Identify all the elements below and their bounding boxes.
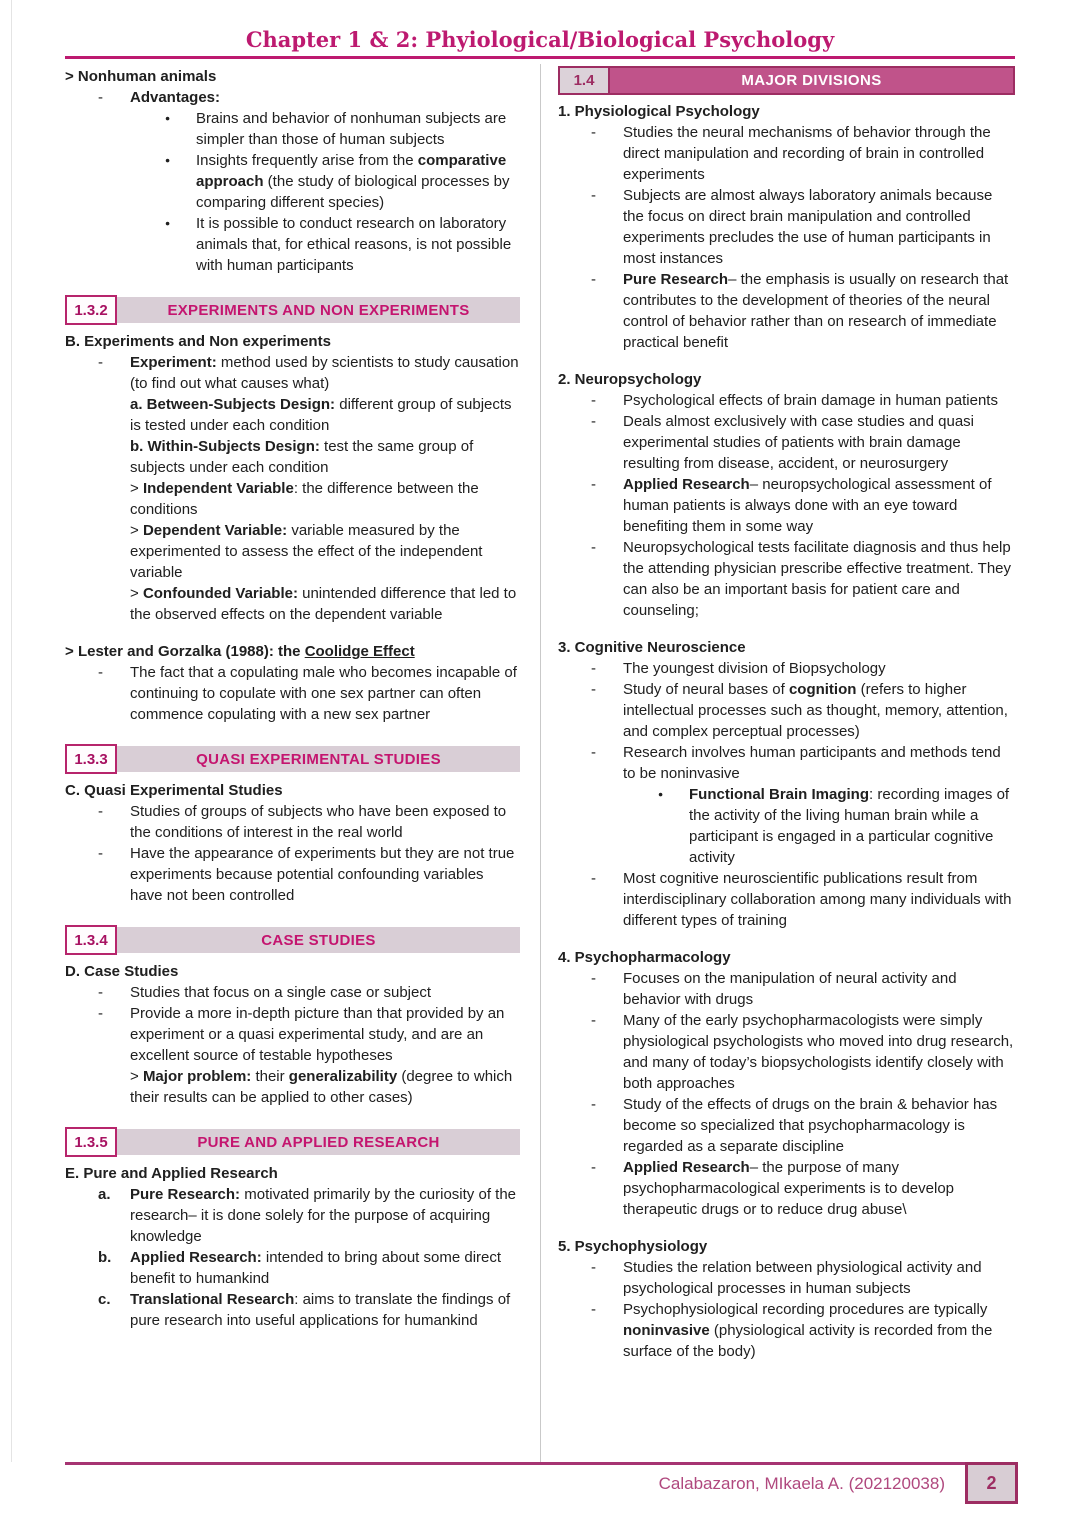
- page-margin-line: [11, 0, 12, 1462]
- section-header: [558, 66, 1015, 95]
- list-marker: -: [591, 271, 596, 288]
- list-item-text: Functional Brain Imaging: recording images of the activity of the living human brain while a participant is engaged in a particular cognitive activity: [689, 786, 1010, 866]
- list-item-text: > Confounded Variable: unintended difference that led to the observed effects on the dependent variable: [130, 585, 517, 623]
- list-marker: -: [591, 1301, 596, 1318]
- list-continuation: [65, 520, 520, 583]
- list-item-text: Subjects are almost always laboratory animals because the focus on direct brain manipulation and controlled experiments precludes the use of human participants in most instances: [623, 187, 993, 267]
- list-item: [558, 868, 1015, 931]
- list-item-text: Psychological effects of brain damage in human patients: [623, 392, 998, 409]
- heading: 4. Psychopharmacology: [558, 949, 731, 966]
- list-item-text: Provide a more in-depth picture than that provided by an experiment or a quasi experimental study, and are an excellent source of testable hypotheses: [130, 1005, 505, 1064]
- list-continuation: [65, 1066, 520, 1108]
- list-item: [65, 87, 520, 108]
- list-marker: -: [591, 870, 596, 887]
- heading: C. Quasi Experimental Studies: [65, 782, 283, 799]
- list-marker: -: [591, 392, 596, 409]
- list-item-text: Studies the neural mechanisms of behavior through the direct manipulation and recording of brain in controlled experiments: [623, 124, 991, 183]
- list-continuation: [65, 583, 520, 625]
- list-continuation: [65, 478, 520, 520]
- list-marker: -: [98, 89, 103, 106]
- list-item-text: Studies of groups of subjects who have been exposed to the conditions of interest in the real world: [130, 803, 507, 841]
- list-marker: -: [591, 744, 596, 761]
- section-title: QUASI EXPERIMENTAL STUDIES: [117, 746, 520, 772]
- list-item: [65, 1289, 520, 1331]
- list-item-text: It is possible to conduct research on laboratory animals that, for ethical reasons, is not possible with human participants: [196, 215, 512, 274]
- list-item: [558, 411, 1015, 474]
- list-marker: -: [591, 1159, 596, 1176]
- section-header: [65, 295, 520, 325]
- heading: 1. Physiological Psychology: [558, 103, 760, 120]
- list-item: [558, 122, 1015, 185]
- list-marker: -: [591, 681, 596, 698]
- list-continuation: [65, 394, 520, 436]
- list-marker: ●: [165, 218, 171, 228]
- section-title: CASE STUDIES: [117, 927, 520, 953]
- list-item: [558, 679, 1015, 742]
- right-column: [558, 66, 1015, 1362]
- list-item: [65, 108, 520, 150]
- list-item: [65, 213, 520, 276]
- list-marker: -: [591, 187, 596, 204]
- list-item-text: Advantages:: [130, 89, 221, 106]
- list-item-text: Applied Research: intended to bring about some direct benefit to humankind: [130, 1249, 502, 1287]
- list-item-text: Pure Research– the emphasis is usually on research that contributes to the development of theories of the neural control of behavior rather than on research of immediate practical benefit: [623, 271, 1009, 351]
- section-number: 1.4: [560, 68, 610, 93]
- list-marker: -: [591, 124, 596, 141]
- list-item-text: Studies that focus on a single case or subject: [130, 984, 432, 1001]
- list-item-text: Focuses on the manipulation of neural activity and behavior with drugs: [623, 970, 957, 1008]
- heading: 2. Neuropsychology: [558, 371, 702, 388]
- list-item-text: Study of the effects of drugs on the brain & behavior has become so specialized that psychopharmacology is regarded as a separate discipline: [623, 1096, 998, 1155]
- list-item-text: > Major problem: their generalizability (degree to which their results can be applied to other cases): [130, 1068, 513, 1106]
- list-item: [558, 537, 1015, 621]
- list-item-text: Deals almost exclusively with case studies and quasi experimental studies of patients with brain damage resulting from disease, accident, or neurosurgery: [623, 413, 974, 472]
- list-item: [558, 1257, 1015, 1299]
- column-divider: [540, 64, 541, 1462]
- list-item: [558, 1157, 1015, 1220]
- section-number: 1.3.5: [65, 1127, 117, 1157]
- section-title: PURE AND APPLIED RESEARCH: [117, 1129, 520, 1155]
- list-item: [65, 801, 520, 843]
- section-header: [65, 744, 520, 774]
- list-item: [65, 982, 520, 1003]
- section-header: [65, 925, 520, 955]
- section-title: MAJOR DIVISIONS: [610, 68, 1013, 93]
- list-marker: -: [591, 413, 596, 430]
- heading: E. Pure and Applied Research: [65, 1165, 278, 1182]
- list-item: [65, 1184, 520, 1247]
- list-marker: -: [591, 539, 596, 556]
- list-item-text: Studies the relation between physiological activity and psychological processes in human subjects: [623, 1259, 982, 1297]
- list-item: [558, 784, 1015, 868]
- list-item-text: Insights frequently arise from the comparative approach (the study of biological processes by comparing different species): [196, 152, 510, 211]
- list-item: [558, 185, 1015, 269]
- list-item: [65, 352, 520, 394]
- list-item: [558, 1094, 1015, 1157]
- list-item-text: Pure Research: motivated primarily by the curiosity of the research– it is done solely for the purpose of acquiring knowledge: [130, 1186, 517, 1245]
- list-item: [558, 390, 1015, 411]
- list-marker: -: [591, 1096, 596, 1113]
- left-column: [65, 66, 520, 1331]
- list-marker: -: [98, 845, 103, 862]
- list-item: [65, 150, 520, 213]
- list-marker: -: [98, 664, 103, 681]
- list-marker: -: [98, 1005, 103, 1022]
- list-item-text: Neuropsychological tests facilitate diagnosis and thus help the attending physician prescribe effective treatment. They can also be an important basis for patient care and counseling;: [623, 539, 1012, 619]
- list-item-text: Most cognitive neuroscientific publications result from interdisciplinary collaboration among many individuals with different types of training: [623, 870, 1012, 929]
- list-item: [558, 968, 1015, 1010]
- list-item: [558, 269, 1015, 353]
- heading: > Nonhuman animals: [65, 68, 217, 85]
- heading: 5. Psychophysiology: [558, 1238, 708, 1255]
- list-item-text: Have the appearance of experiments but they are not true experiments because potential confounding variables have not been controlled: [130, 845, 515, 904]
- list-marker: a.: [98, 1186, 111, 1203]
- section-title: EXPERIMENTS AND NON EXPERIMENTS: [117, 297, 520, 323]
- list-marker: ●: [165, 113, 171, 123]
- heading: D. Case Studies: [65, 963, 179, 980]
- list-marker: ●: [658, 789, 664, 799]
- section-number: 1.3.4: [65, 925, 117, 955]
- list-item: [558, 658, 1015, 679]
- list-marker: -: [591, 1012, 596, 1029]
- list-item-text: The youngest division of Biopsychology: [623, 660, 886, 677]
- list-marker: -: [98, 354, 103, 371]
- footer-rule: [65, 1462, 1015, 1465]
- list-item: [558, 1299, 1015, 1362]
- list-continuation: [65, 436, 520, 478]
- heading: B. Experiments and Non experiments: [65, 333, 331, 350]
- list-item-text: Experiment: method used by scientists to study causation (to find out what causes what): [130, 354, 519, 392]
- list-item-text: Translational Research: aims to translate the findings of pure research into useful applications for humankind: [130, 1291, 511, 1329]
- list-marker: b.: [98, 1249, 112, 1266]
- list-item-text: b. Within-Subjects Design: test the same group of subjects under each condition: [130, 438, 474, 476]
- list-item: [65, 1003, 520, 1066]
- list-item-text: Applied Research– the purpose of many psychopharmacological experiments is to develop therapeutic drugs or to reduce drug abuse\: [623, 1159, 955, 1218]
- list-item-text: Research involves human participants and methods tend to be noninvasive: [623, 744, 1001, 782]
- footer-author: Calabazaron, MIkaela A. (202120038): [658, 1474, 945, 1493]
- list-item-text: Psychophysiological recording procedures are typically noninvasive (physiological activity is recorded from the surface of the body): [623, 1301, 993, 1360]
- section-header: [65, 1127, 520, 1157]
- list-item: [558, 742, 1015, 784]
- heading: 3. Cognitive Neuroscience: [558, 639, 746, 656]
- title-underline: [65, 56, 1015, 59]
- list-marker: -: [591, 1259, 596, 1276]
- list-item-text: Study of neural bases of cognition (refers to higher intellectual processes such as thought, memory, attention, and complex perceptual processes): [623, 681, 1008, 740]
- list-item: [558, 474, 1015, 537]
- section-number: 1.3.2: [65, 295, 117, 325]
- list-item-text: Many of the early psychopharmacologists were simply physiological psychologists who moved into drug research, and many of today’s biopsychologists identify closely with both approaches: [623, 1012, 1014, 1092]
- list-item-text: a. Between-Subjects Design: different group of subjects is tested under each condition: [130, 396, 512, 434]
- heading: > Lester and Gorzalka (1988): the Coolidge Effect: [65, 643, 415, 660]
- list-item-text: > Independent Variable: the difference between the conditions: [130, 480, 479, 518]
- list-item: [558, 1010, 1015, 1094]
- section-number: 1.3.3: [65, 744, 117, 774]
- list-item-text: Applied Research– neuropsychological assessment of human patients is always done with an eye toward benefiting them in some way: [623, 476, 992, 535]
- page-title: Chapter 1 & 2: Phyiological/Biological Psychology: [245, 27, 835, 52]
- list-item: [65, 1247, 520, 1289]
- list-marker: -: [98, 803, 103, 820]
- list-item-text: Brains and behavior of nonhuman subjects are simpler than those of human subjects: [196, 110, 507, 148]
- list-marker: -: [591, 476, 596, 493]
- list-item: [65, 843, 520, 906]
- list-item-text: The fact that a copulating male who becomes incapable of continuing to copulate with one sex partner can often commence copulating with a new sex partner: [130, 664, 517, 723]
- list-item-text: > Dependent Variable: variable measured by the experimented to assess the effect of the independent variable: [130, 522, 483, 581]
- list-marker: c.: [98, 1291, 111, 1308]
- list-marker: -: [98, 984, 103, 1001]
- list-marker: ●: [165, 155, 171, 165]
- list-marker: -: [591, 970, 596, 987]
- page-number: 2: [965, 1462, 1018, 1504]
- list-marker: -: [591, 660, 596, 677]
- list-item: [65, 662, 520, 725]
